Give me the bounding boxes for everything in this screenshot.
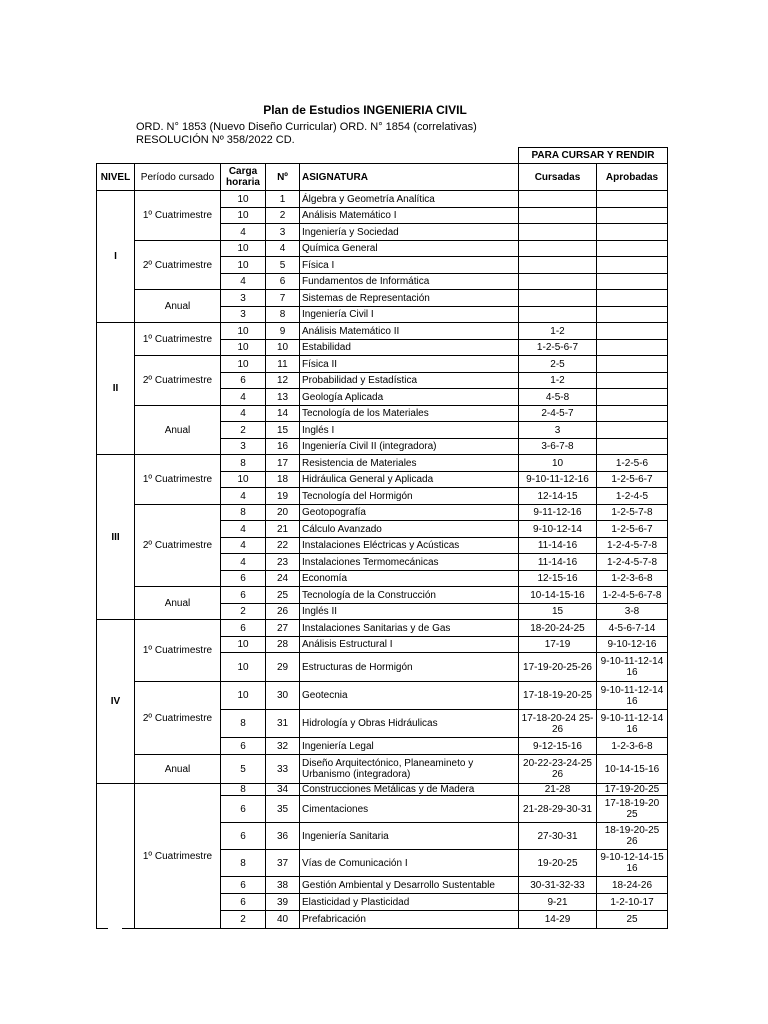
carga-cell: 10	[221, 682, 266, 710]
numero-cell: 31	[266, 710, 300, 738]
asignatura-cell: Análisis Estructural I	[300, 637, 519, 653]
asignatura-cell: Ingeniería Legal	[300, 738, 519, 755]
numero-cell: 19	[266, 488, 300, 505]
periodo-cell: 2º Cuatrimestre	[135, 505, 221, 587]
asignatura-cell: Instalaciones Sanitarias y de Gas	[300, 620, 519, 637]
asignatura-cell: Inglés II	[300, 604, 519, 620]
carga-cell: 10	[221, 653, 266, 682]
cursadas-cell: 12-14-15	[519, 488, 597, 505]
aprobadas-cell: 1-2-4-5-7-8	[597, 538, 668, 554]
asignatura-cell: Cálculo Avanzado	[300, 521, 519, 538]
aprobadas-cell	[597, 406, 668, 422]
periodo-cell: 2º Cuatrimestre	[135, 682, 221, 755]
table-row	[97, 290, 668, 307]
numero-cell: 20	[266, 505, 300, 521]
asignatura-cell: Elasticidad y Plasticidad	[300, 894, 519, 911]
carga-cell: 6	[221, 877, 266, 894]
carga-cell: 5	[221, 755, 266, 784]
ordinance-line: ORD. N° 1853 (Nuevo Diseño Curricular) ORD. N° 1854 (correlativas)	[136, 121, 477, 133]
cursadas-cell: 17-19	[519, 637, 597, 653]
table-row	[97, 682, 668, 710]
aprobadas-cell	[597, 439, 668, 455]
cursadas-cell	[519, 224, 597, 241]
aprobadas-cell: 1-2-5-6-7	[597, 472, 668, 488]
cursadas-cell: 21-28-29-30-31	[519, 796, 597, 823]
asignatura-cell: Hidrología y Obras Hidráulicas	[300, 710, 519, 738]
cursadas-cell: 11-14-16	[519, 538, 597, 554]
numero-cell: 30	[266, 682, 300, 710]
periodo-cell: Anual	[135, 587, 221, 620]
cursadas-cell: 17-19-20-25-26	[519, 653, 597, 682]
numero-cell: 4	[266, 241, 300, 257]
nivel-cell	[97, 784, 135, 929]
carga-cell: 4	[221, 521, 266, 538]
carga-cell: 3	[221, 307, 266, 323]
table-row	[97, 620, 668, 637]
carga-cell: 4	[221, 538, 266, 554]
aprobadas-cell: 1-2-4-5-6-7-8	[597, 587, 668, 604]
numero-cell: 1	[266, 191, 300, 208]
aprobadas-cell	[597, 307, 668, 323]
periodo-cell: 1º Cuatrimestre	[135, 323, 221, 356]
table-row	[97, 323, 668, 340]
asignatura-cell: Sistemas de Representación	[300, 290, 519, 307]
cursadas-cell: 30-31-32-33	[519, 877, 597, 894]
aprobadas-cell	[597, 257, 668, 274]
aprobadas-cell: 1-2-10-17	[597, 894, 668, 911]
aprobadas-cell: 17-19-20-25	[597, 784, 668, 796]
aprobadas-cell: 4-5-6-7-14	[597, 620, 668, 637]
asignatura-cell: Álgebra y Geometría Analítica	[300, 191, 519, 208]
carga-cell: 10	[221, 241, 266, 257]
aprobadas-cell	[597, 323, 668, 340]
carga-cell: 2	[221, 911, 266, 929]
cursadas-cell: 1-2	[519, 373, 597, 389]
numero-cell: 6	[266, 274, 300, 290]
carga-cell: 8	[221, 710, 266, 738]
cursadas-cell: 9-21	[519, 894, 597, 911]
numero-cell: 32	[266, 738, 300, 755]
cursadas-cell	[519, 274, 597, 290]
carga-cell: 6	[221, 823, 266, 850]
asignatura-cell: Construcciones Metálicas y de Madera	[300, 784, 519, 796]
cursadas-cell: 14-29	[519, 911, 597, 929]
carga-cell: 4	[221, 406, 266, 422]
table-row	[97, 587, 668, 604]
asignatura-cell: Hidráulica General y Aplicada	[300, 472, 519, 488]
numero-cell: 29	[266, 653, 300, 682]
aprobadas-cell: 17-18-19-20 25	[597, 796, 668, 823]
asignatura-cell: Física II	[300, 356, 519, 373]
cursadas-cell: 17-18-19-20-25	[519, 682, 597, 710]
table-row	[97, 455, 668, 472]
numero-cell: 9	[266, 323, 300, 340]
asignatura-cell: Inglés I	[300, 422, 519, 439]
periodo-cell: Anual	[135, 755, 221, 784]
aprobadas-cell	[597, 290, 668, 307]
cursadas-cell: 10-14-15-16	[519, 587, 597, 604]
numero-cell: 17	[266, 455, 300, 472]
aprobadas-cell	[597, 422, 668, 439]
aprobadas-cell: 1-2-5-7-8	[597, 505, 668, 521]
carga-cell: 2	[221, 604, 266, 620]
carga-cell: 3	[221, 439, 266, 455]
nivel-cell: III	[97, 455, 135, 620]
periodo-cell: Anual	[135, 406, 221, 455]
periodo-cell: 2º Cuatrimestre	[135, 241, 221, 290]
cursadas-cell: 1-2	[519, 323, 597, 340]
carga-cell: 10	[221, 191, 266, 208]
nivel-cell: IV	[97, 620, 135, 784]
numero-cell: 21	[266, 521, 300, 538]
document-title: Plan de Estudios INGENIERIA CIVIL	[263, 103, 467, 117]
cursadas-cell	[519, 290, 597, 307]
asignatura-cell: Estructuras de Hormigón	[300, 653, 519, 682]
periodo-cell: 1º Cuatrimestre	[135, 191, 221, 241]
cursadas-cell: 21-28	[519, 784, 597, 796]
cursadas-cell: 18-20-24-25	[519, 620, 597, 637]
cursadas-cell: 20-22-23-24-25 26	[519, 755, 597, 784]
aprobadas-cell: 1-2-3-6-8	[597, 571, 668, 587]
carga-cell: 3	[221, 290, 266, 307]
cursadas-cell: 4-5-8	[519, 389, 597, 406]
carga-cell: 10	[221, 472, 266, 488]
cursadas-cell	[519, 257, 597, 274]
aprobadas-cell	[597, 191, 668, 208]
cursadas-cell: 9-10-12-14	[519, 521, 597, 538]
aprobadas-cell: 18-19-20-25 26	[597, 823, 668, 850]
cursadas-cell: 2-5	[519, 356, 597, 373]
numero-cell: 7	[266, 290, 300, 307]
numero-cell: 16	[266, 439, 300, 455]
carga-cell: 4	[221, 554, 266, 571]
group-header-row	[97, 148, 668, 164]
carga-cell: 8	[221, 784, 266, 796]
asignatura-cell: Instalaciones Eléctricas y Acústicas	[300, 538, 519, 554]
aprobadas-cell	[597, 373, 668, 389]
numero-cell: 38	[266, 877, 300, 894]
numero-cell: 11	[266, 356, 300, 373]
carga-cell: 10	[221, 257, 266, 274]
aprobadas-cell	[597, 274, 668, 290]
cursadas-cell: 9-11-12-16	[519, 505, 597, 521]
carga-cell: 10	[221, 637, 266, 653]
header-asignatura: ASIGNATURA	[300, 164, 519, 191]
nivel-cell: II	[97, 323, 135, 455]
cursadas-cell: 2-4-5-7	[519, 406, 597, 422]
cursadas-cell: 3-6-7-8	[519, 439, 597, 455]
numero-cell: 28	[266, 637, 300, 653]
asignatura-cell: Diseño Arquitectónico, Planeamineto y Urbanismo (integradora)	[300, 755, 519, 784]
header-cursadas: Cursadas	[519, 164, 597, 191]
aprobadas-cell: 1-2-5-6-7	[597, 521, 668, 538]
aprobadas-cell	[597, 224, 668, 241]
asignatura-cell: Economía	[300, 571, 519, 587]
cursadas-cell: 11-14-16	[519, 554, 597, 571]
carga-cell: 10	[221, 208, 266, 224]
asignatura-cell: Análisis Matemático I	[300, 208, 519, 224]
asignatura-cell: Gestión Ambiental y Desarrollo Sustentable	[300, 877, 519, 894]
asignatura-cell: Tecnología de los Materiales	[300, 406, 519, 422]
numero-cell: 23	[266, 554, 300, 571]
cursadas-cell: 15	[519, 604, 597, 620]
numero-cell: 33	[266, 755, 300, 784]
page-cut	[108, 927, 122, 931]
carga-cell: 4	[221, 274, 266, 290]
cursadas-cell: 9-12-15-16	[519, 738, 597, 755]
cursadas-cell: 3	[519, 422, 597, 439]
numero-cell: 10	[266, 340, 300, 356]
aprobadas-cell: 9-10-12-16	[597, 637, 668, 653]
asignatura-cell: Ingeniería Civil II (integradora)	[300, 439, 519, 455]
resolution-line: RESOLUCIÓN Nº 358/2022 CD.	[136, 134, 295, 146]
numero-cell: 22	[266, 538, 300, 554]
periodo-cell: 1º Cuatrimestre	[135, 784, 221, 929]
carga-cell: 6	[221, 796, 266, 823]
numero-cell: 8	[266, 307, 300, 323]
numero-cell: 37	[266, 850, 300, 877]
aprobadas-cell: 25	[597, 911, 668, 929]
asignatura-cell: Tecnología del Hormigón	[300, 488, 519, 505]
carga-cell: 4	[221, 389, 266, 406]
cursadas-cell: 1-2-5-6-7	[519, 340, 597, 356]
asignatura-cell: Estabilidad	[300, 340, 519, 356]
cursadas-cell: 27-30-31	[519, 823, 597, 850]
column-header-row	[97, 164, 668, 191]
carga-cell: 4	[221, 488, 266, 505]
numero-cell: 40	[266, 911, 300, 929]
cursadas-cell: 17-18-20-24 25-26	[519, 710, 597, 738]
numero-cell: 18	[266, 472, 300, 488]
aprobadas-cell: 9-10-12-14-15 16	[597, 850, 668, 877]
carga-cell: 6	[221, 571, 266, 587]
table-row	[97, 241, 668, 257]
asignatura-cell: Ingeniería Sanitaria	[300, 823, 519, 850]
aprobadas-cell: 10-14-15-16	[597, 755, 668, 784]
numero-cell: 25	[266, 587, 300, 604]
aprobadas-cell: 1-2-5-6	[597, 455, 668, 472]
numero-cell: 27	[266, 620, 300, 637]
asignatura-cell: Probabilidad y Estadística	[300, 373, 519, 389]
header-aprobadas: Aprobadas	[597, 164, 668, 191]
aprobadas-cell: 1-2-4-5-7-8	[597, 554, 668, 571]
asignatura-cell: Ingeniería Civil I	[300, 307, 519, 323]
periodo-cell: 2º Cuatrimestre	[135, 356, 221, 406]
cursadas-cell	[519, 191, 597, 208]
carga-cell: 2	[221, 422, 266, 439]
aprobadas-cell: 1-2-3-6-8	[597, 738, 668, 755]
numero-cell: 35	[266, 796, 300, 823]
carga-cell: 8	[221, 850, 266, 877]
cursadas-cell: 10	[519, 455, 597, 472]
table-row	[97, 406, 668, 422]
cursadas-cell	[519, 307, 597, 323]
asignatura-cell: Química General	[300, 241, 519, 257]
table-row	[97, 191, 668, 208]
asignatura-cell: Tecnología de la Construcción	[300, 587, 519, 604]
numero-cell: 15	[266, 422, 300, 439]
aprobadas-cell: 1-2-4-5	[597, 488, 668, 505]
aprobadas-cell: 9-10-11-12-14 16	[597, 653, 668, 682]
numero-cell: 34	[266, 784, 300, 796]
periodo-cell: 1º Cuatrimestre	[135, 455, 221, 505]
header-carga: Carga horaria	[221, 164, 266, 191]
numero-cell: 36	[266, 823, 300, 850]
asignatura-cell: Instalaciones Termomecánicas	[300, 554, 519, 571]
table-row	[97, 356, 668, 373]
aprobadas-cell	[597, 356, 668, 373]
group-header-cell: PARA CURSAR Y RENDIR	[519, 148, 668, 164]
aprobadas-cell	[597, 340, 668, 356]
carga-cell: 6	[221, 738, 266, 755]
periodo-cell: 1º Cuatrimestre	[135, 620, 221, 682]
aprobadas-cell: 9-10-11-12-14 16	[597, 710, 668, 738]
numero-cell: 5	[266, 257, 300, 274]
carga-cell: 8	[221, 505, 266, 521]
numero-cell: 12	[266, 373, 300, 389]
carga-cell: 6	[221, 620, 266, 637]
carga-cell: 10	[221, 323, 266, 340]
asignatura-cell: Geotecnia	[300, 682, 519, 710]
asignatura-cell: Geología Aplicada	[300, 389, 519, 406]
carga-cell: 4	[221, 224, 266, 241]
asignatura-cell: Vías de Comunicación I	[300, 850, 519, 877]
carga-cell: 8	[221, 455, 266, 472]
header-numero: Nº	[266, 164, 300, 191]
asignatura-cell: Fundamentos de Informática	[300, 274, 519, 290]
numero-cell: 2	[266, 208, 300, 224]
periodo-cell: Anual	[135, 290, 221, 323]
numero-cell: 24	[266, 571, 300, 587]
curriculum-table	[96, 147, 668, 929]
table-row	[97, 505, 668, 521]
numero-cell: 39	[266, 894, 300, 911]
numero-cell: 26	[266, 604, 300, 620]
cursadas-cell	[519, 208, 597, 224]
asignatura-cell: Resistencia de Materiales	[300, 455, 519, 472]
asignatura-cell: Geotopografía	[300, 505, 519, 521]
aprobadas-cell: 9-10-11-12-14 16	[597, 682, 668, 710]
header-periodo: Período cursado	[135, 164, 221, 191]
asignatura-cell: Ingeniería y Sociedad	[300, 224, 519, 241]
carga-cell: 6	[221, 587, 266, 604]
cursadas-cell: 9-10-11-12-16	[519, 472, 597, 488]
numero-cell: 14	[266, 406, 300, 422]
numero-cell: 13	[266, 389, 300, 406]
cursadas-cell	[519, 241, 597, 257]
asignatura-cell: Prefabricación	[300, 911, 519, 929]
asignatura-cell: Análisis Matemático II	[300, 323, 519, 340]
table-row	[97, 784, 668, 796]
carga-cell: 6	[221, 373, 266, 389]
numero-cell: 3	[266, 224, 300, 241]
aprobadas-cell	[597, 389, 668, 406]
aprobadas-cell: 3-8	[597, 604, 668, 620]
asignatura-cell: Cimentaciones	[300, 796, 519, 823]
asignatura-cell: Física I	[300, 257, 519, 274]
aprobadas-cell	[597, 241, 668, 257]
table-row	[97, 755, 668, 784]
aprobadas-cell	[597, 208, 668, 224]
nivel-cell: I	[97, 191, 135, 323]
carga-cell: 6	[221, 894, 266, 911]
cursadas-cell: 19-20-25	[519, 850, 597, 877]
carga-cell: 10	[221, 356, 266, 373]
aprobadas-cell: 18-24-26	[597, 877, 668, 894]
cursadas-cell: 12-15-16	[519, 571, 597, 587]
header-nivel: NIVEL	[97, 164, 135, 191]
carga-cell: 10	[221, 340, 266, 356]
